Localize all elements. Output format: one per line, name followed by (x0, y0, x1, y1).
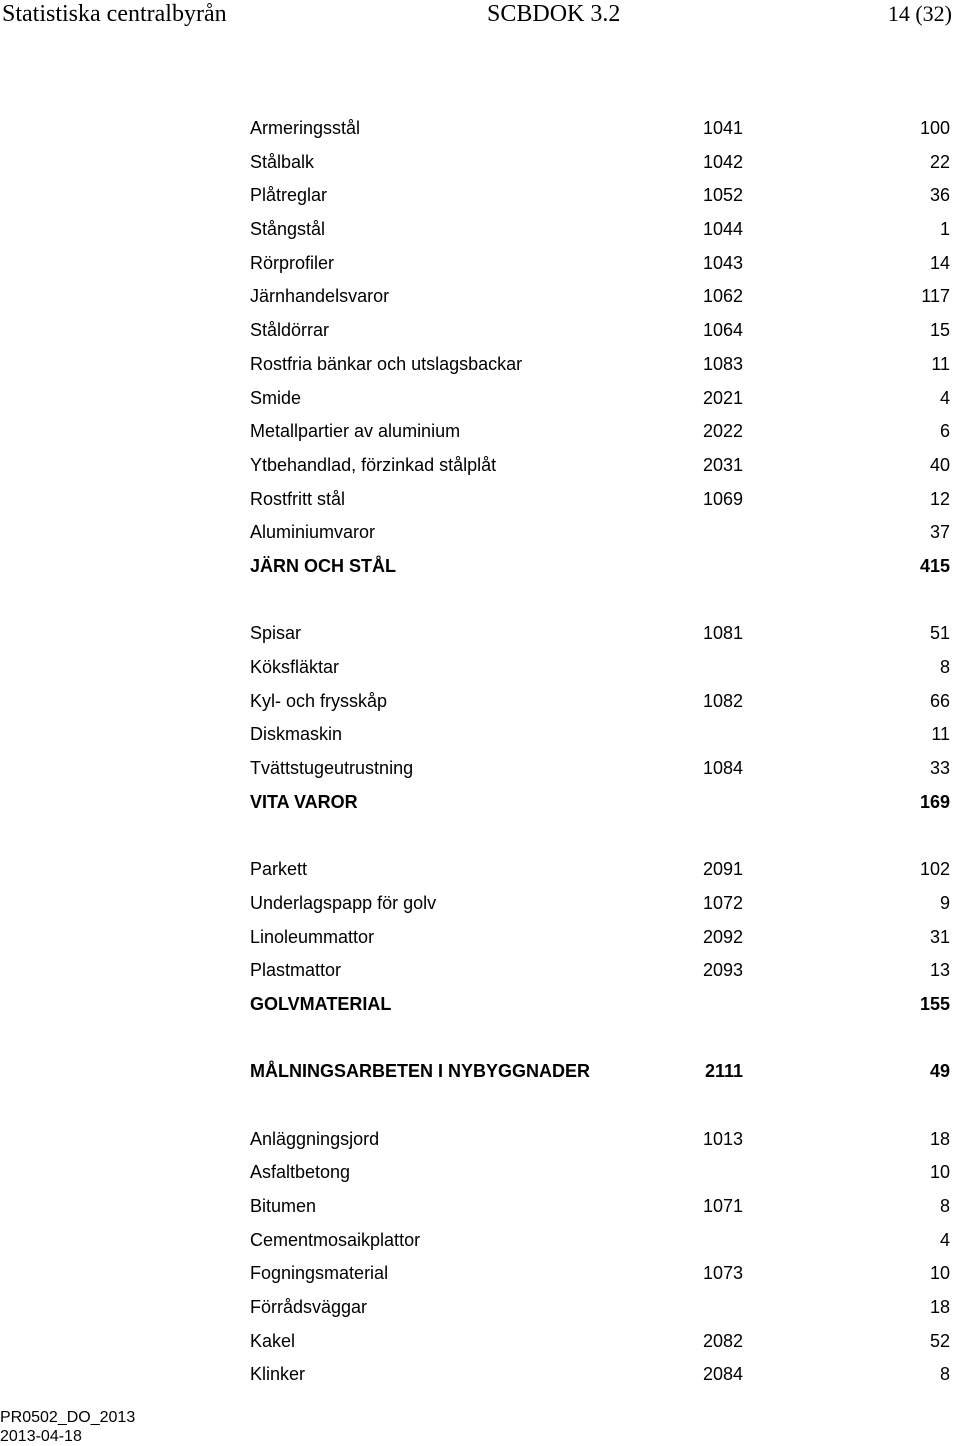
table-row (250, 280, 952, 314)
row-name: Smide (250, 387, 302, 408)
row-code: 2084 (702, 1364, 743, 1385)
table-row (250, 617, 952, 651)
row-code: 2022 (702, 421, 743, 442)
section-gap (250, 584, 952, 618)
row-code: 2093 (702, 960, 743, 981)
row-name: Stålbalk (250, 151, 315, 172)
table-row (250, 1358, 952, 1392)
row-name: Köksfläktar (250, 657, 340, 677)
row-name: Rostfria bänkar och utslagsbackar (250, 353, 523, 374)
row-value: 10 (929, 1263, 950, 1284)
page-footer (0, 1408, 135, 1446)
section-gap (250, 819, 952, 853)
row-name: Kakel (250, 1330, 296, 1351)
row-value: 11 (931, 724, 950, 745)
row-name: Anläggningsjord (250, 1128, 380, 1149)
table-row (250, 516, 952, 550)
table-row (250, 651, 952, 685)
table-total-row (250, 988, 952, 1022)
row-value: 10 (929, 1162, 950, 1183)
row-code: 1073 (702, 1263, 743, 1284)
row-code: 2082 (702, 1330, 743, 1351)
row-name: Stångstål (250, 219, 326, 240)
row-name: GOLVMATERIAL (250, 993, 392, 1014)
row-value: 9 (939, 892, 950, 913)
row-code: 1013 (702, 1128, 743, 1149)
row-code: 2091 (702, 859, 743, 880)
table-row (250, 146, 952, 180)
row-name: Rörprofiler (250, 252, 335, 273)
table-row (250, 348, 952, 382)
row-name: Plastmattor (250, 960, 342, 981)
table-row (250, 718, 952, 752)
row-value: 18 (929, 1297, 950, 1318)
row-value: 49 (929, 1061, 950, 1082)
row-name: Järnhandelsvaror (250, 286, 390, 307)
row-name: Diskmaskin (250, 724, 343, 745)
row-code: 1052 (702, 185, 743, 206)
row-name: Parkett (250, 859, 308, 880)
row-value: 4 (939, 1229, 950, 1250)
row-value: 13 (929, 960, 950, 981)
table-row (250, 1156, 952, 1190)
table-row (250, 213, 952, 247)
row-code: 2111 (704, 1061, 743, 1082)
row-code: 1041 (702, 118, 743, 138)
row-code: 1062 (702, 286, 743, 307)
row-name: MÅLNINGSARBETEN I NYBYGGNADER (250, 1061, 591, 1082)
document-id: SCBDOK 3.2 (487, 1, 621, 27)
table-row (250, 179, 952, 213)
row-code: 1084 (702, 758, 743, 779)
table-row (250, 382, 952, 416)
row-value: 15 (929, 320, 950, 341)
row-code: 1072 (702, 892, 743, 913)
row-value: 14 (929, 252, 950, 273)
row-code: 2021 (702, 387, 743, 408)
row-value: 12 (929, 488, 950, 509)
row-name: Armeringsstål (250, 118, 361, 138)
row-name: JÄRN OCH STÅL (250, 555, 397, 576)
row-value: 100 (919, 118, 950, 138)
table-row (250, 921, 952, 955)
row-value: 8 (939, 1196, 950, 1216)
table-row (250, 887, 952, 921)
row-name: Förrådsväggar (250, 1297, 368, 1318)
row-name: Bitumen (250, 1196, 317, 1216)
row-code: 2031 (702, 454, 743, 475)
table-row (250, 685, 952, 719)
table-total-row (250, 786, 952, 820)
section-gap (250, 1089, 952, 1123)
row-value: 37 (929, 522, 950, 543)
table-row (250, 853, 952, 887)
table-row (250, 1325, 952, 1359)
row-value: 52 (929, 1330, 950, 1351)
row-code: 1071 (702, 1196, 743, 1216)
row-code: 1069 (702, 488, 743, 509)
row-name: Kyl- och frysskåp (250, 690, 388, 711)
table-row (250, 449, 952, 483)
footer-doc-id: PR0502_DO_2013 (0, 1409, 136, 1426)
row-value: 415 (919, 555, 950, 576)
row-name: Plåtreglar (250, 185, 328, 206)
row-name: Cementmosaikplattor (250, 1229, 421, 1250)
table-row (250, 112, 952, 146)
row-name: Ytbehandlad, förzinkad stålplåt (250, 454, 497, 475)
row-code: 2092 (702, 926, 743, 947)
row-name: Asfaltbetong (250, 1162, 351, 1183)
material-table (250, 112, 952, 1392)
organization-name: Statistiska centralbyrån (2, 1, 227, 27)
page-header (0, 0, 960, 32)
row-name: Klinker (250, 1364, 306, 1385)
row-value: 31 (929, 926, 950, 947)
row-value: 18 (929, 1128, 950, 1149)
row-code: 1042 (702, 151, 743, 172)
row-code: 1082 (702, 690, 743, 711)
row-name: Rostfritt stål (250, 488, 346, 509)
row-value: 102 (919, 859, 950, 880)
row-name: Tvättstugeutrustning (250, 758, 414, 779)
row-name: Metallpartier av aluminium (250, 421, 461, 442)
table-row (250, 1224, 952, 1258)
row-value: 117 (921, 286, 950, 307)
row-value: 4 (939, 387, 950, 408)
row-value: 22 (929, 151, 950, 172)
table-row (250, 1291, 952, 1325)
table-row (250, 1190, 952, 1224)
table-row (250, 483, 952, 517)
table-row (250, 954, 952, 988)
row-value: 6 (939, 421, 950, 442)
row-value: 8 (939, 657, 950, 677)
row-value: 51 (929, 623, 950, 644)
row-name: Ståldörrar (250, 320, 330, 341)
row-value: 66 (929, 690, 950, 711)
table-row (250, 415, 952, 449)
row-code: 1064 (702, 320, 743, 341)
row-name: Underlagspapp för golv (250, 892, 437, 913)
row-code: 1043 (702, 252, 743, 273)
row-code: 1081 (702, 623, 743, 644)
table-row (250, 1123, 952, 1157)
row-value: 8 (939, 1364, 950, 1385)
table-total-row (250, 1055, 952, 1089)
page-number: 14 (32) (887, 1, 952, 26)
section-gap (250, 1022, 952, 1056)
table-row (250, 1257, 952, 1291)
row-name: Aluminiumvaror (250, 522, 376, 543)
row-name: Linoleummattor (250, 926, 375, 947)
row-value: 36 (929, 185, 950, 206)
row-value: 1 (939, 219, 950, 240)
table-row (250, 314, 952, 348)
row-value: 169 (919, 791, 950, 812)
table-total-row (250, 550, 952, 584)
row-name: Fogningsmaterial (250, 1263, 389, 1284)
row-code: 1083 (702, 353, 743, 374)
table-row (250, 247, 952, 281)
row-value: 155 (919, 993, 950, 1014)
row-name: VITA VAROR (250, 791, 358, 812)
footer-date: 2013-04-18 (0, 1428, 82, 1445)
row-name: Spisar (250, 623, 302, 644)
row-code: 1044 (702, 219, 743, 240)
row-value: 33 (929, 758, 950, 779)
row-value: 11 (931, 353, 950, 374)
table-row (250, 752, 952, 786)
row-value: 40 (929, 454, 950, 475)
